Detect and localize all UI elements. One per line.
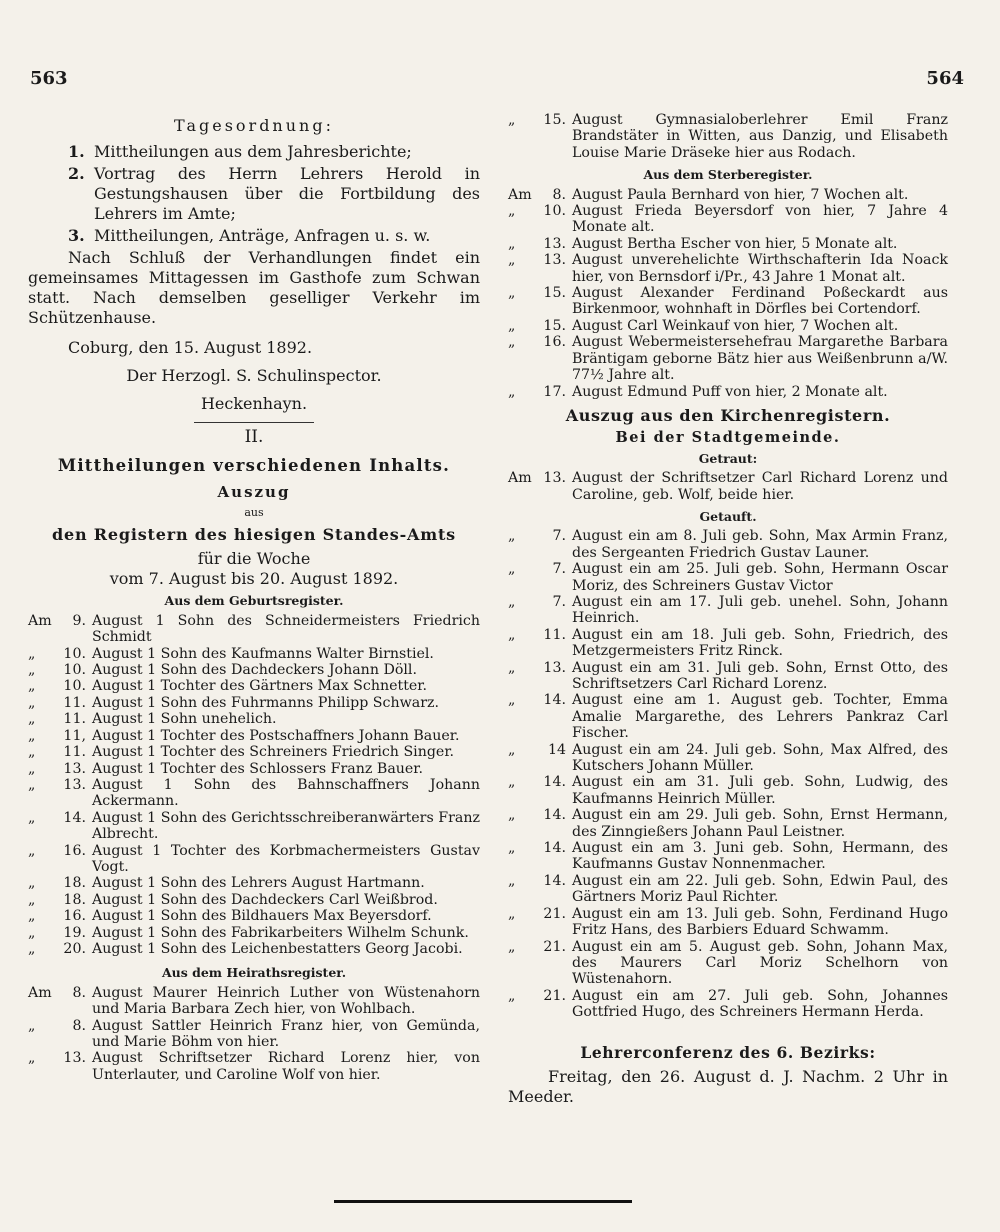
entry-month-mark: „ [508, 659, 516, 676]
entry-month-mark: „ [28, 727, 36, 744]
entry-day: 14. [543, 692, 566, 709]
register-entry [508, 873, 948, 906]
marriage-entries-continued [508, 112, 948, 161]
entry-day: 10. [63, 645, 86, 662]
agenda-item-text: Mittheilungen, Anträge, Anfragen u. s. w. [94, 226, 431, 246]
entry-text: August Frieda Beyersdorf von hier, 7 Jahre 4 Monate alt. [572, 203, 948, 236]
register-entry [28, 925, 480, 941]
entry-day: 13. [543, 252, 566, 269]
agenda-item [28, 142, 480, 162]
signature: Heckenhayn. [200, 394, 308, 414]
entry-text: August 1 Sohn des Bildhauers Max Beyersdorf. [92, 908, 432, 925]
entry-text: August Maurer Heinrich Luther von Wüstenahorn und Maria Barbara Zech hier, von Wohlbach. [92, 984, 480, 1018]
entry-month-mark: „ [28, 744, 36, 761]
entry-text: August 1 Sohn unehelich. [92, 711, 277, 728]
entry-text: August 1 Sohn des Kaufmanns Walter Birnstiel. [92, 645, 434, 662]
entry-month-mark: „ [508, 285, 516, 302]
marriage-entries [28, 985, 480, 1083]
place-date: Coburg, den 15. August 1892. [68, 338, 313, 358]
entry-day: 7. [552, 561, 566, 578]
entry-month-mark: „ [28, 891, 36, 908]
register-entry [28, 941, 480, 957]
birth-entries [28, 613, 480, 958]
register-entry [508, 660, 948, 693]
entry-text: August Schriftsetzer Richard Lorenz hier, von Unterlauter, und Caroline Wolf von hier. [92, 1050, 480, 1083]
entry-day: 11. [63, 711, 86, 728]
register-entry [508, 807, 948, 840]
entry-day: 14. [543, 840, 566, 857]
entry-month-mark: „ [28, 924, 36, 941]
agenda-title: Tagesordnung: [174, 116, 334, 135]
entry-day: 11. [63, 744, 86, 761]
register-entry [508, 236, 948, 252]
bottom-rule [334, 1200, 632, 1203]
entry-text: August Sattler Heinrich Franz hier, von Gemünda, und Marie Böhm von hier. [92, 1017, 480, 1050]
entry-text: August Alexander Ferdinand Poßeckardt aus Birkenmoor, wohnhaft in Dörfles bei Cortendorf. [572, 285, 948, 318]
entry-day: 11. [63, 694, 86, 711]
entry-text: August Gymnasialoberlehrer Emil Franz Brandstäter in Witten, aus Danzig, und Elisabeth Louise Marie Dräseke hier aus Rodach. [572, 112, 948, 161]
entry-text: August 1 Tochter des Schlossers Franz Bauer. [92, 760, 424, 777]
divider [194, 422, 314, 423]
register-entry [28, 695, 480, 711]
register-entry [508, 334, 948, 383]
entry-month-mark: „ [508, 692, 516, 709]
register-entry [28, 613, 480, 646]
register-entry [28, 875, 480, 891]
week-label: für die Woche [197, 549, 311, 569]
register-entry [508, 988, 948, 1021]
entry-text: August ein am 31. Juli geb. Sohn, Ernst Otto, des Schriftsetzers Carl Richard Lorenz. [572, 659, 948, 692]
register-entry [508, 840, 948, 873]
entry-month-mark: „ [28, 662, 36, 679]
entry-text: August Carl Weinkauf von hier, 7 Wochen alt. [572, 317, 899, 334]
entry-month-mark: „ [508, 987, 516, 1004]
entry-day: 11, [63, 727, 86, 744]
conference-title: Lehrerconferenz des 6. Bezirks: [580, 1042, 876, 1062]
register-entry [508, 528, 948, 561]
baptized-entries [508, 528, 948, 1020]
entry-text: August ein am 17. Juli geb. unehel. Sohn, Johann Heinrich. [572, 593, 948, 627]
entry-day: 13. [543, 659, 566, 676]
entry-month-mark: „ [508, 626, 516, 643]
registers-heading: den Registern des hiesigen Standes-Amts [52, 525, 456, 545]
entry-day: 14 [547, 741, 566, 758]
entry-month-mark: „ [28, 645, 36, 662]
entry-day: 21. [543, 987, 566, 1004]
church-register-title: Auszug aus den Kirchenregistern. [565, 405, 891, 425]
entry-day: 10. [543, 203, 566, 220]
entry-text: August 1 Sohn des Lehrers August Hartmann. [92, 875, 425, 892]
entry-month-mark: Am [28, 984, 52, 1001]
agenda-item [28, 226, 480, 246]
entry-day: 8. [72, 1017, 86, 1034]
entry-text: August 1 Sohn des Bahnschaffners Johann Ackermann. [92, 776, 480, 810]
entry-text: August 1 Sohn des Leichenbestatters Georg Jacobi. [92, 940, 463, 957]
register-entry [508, 906, 948, 939]
entry-text: August 1 Sohn des Fabrikarbeiters Wilhelm Schunk. [92, 924, 469, 941]
entry-month-mark: „ [508, 235, 516, 252]
entry-day: 13. [63, 1050, 86, 1067]
entry-text: August 1 Sohn des Dachdeckers Johann Döll. [92, 662, 417, 679]
entry-day: 16. [543, 334, 566, 351]
agenda-item-text: Mittheilungen aus dem Jahresberichte; [94, 142, 412, 162]
register-entry [28, 646, 480, 662]
register-entry [508, 594, 948, 627]
entry-month-mark: „ [28, 940, 36, 957]
entry-day: 11. [543, 626, 566, 643]
entry-month-mark: „ [28, 711, 36, 728]
register-entry [28, 843, 480, 876]
entry-month-mark: „ [28, 760, 36, 777]
register-entry [508, 384, 948, 400]
entry-month-mark: „ [28, 1017, 36, 1034]
entry-month-mark: „ [508, 872, 516, 889]
entry-text: August ein am 18. Juli geb. Sohn, Friedrich, des Metzgermeisters Fritz Rinck. [572, 626, 948, 660]
entry-month-mark: „ [28, 809, 36, 826]
entry-month-mark: „ [508, 807, 516, 824]
entry-day: 20. [63, 940, 86, 957]
death-entries [508, 187, 948, 400]
agenda-item-number: 3. [68, 226, 85, 246]
entry-day: 7. [552, 593, 566, 610]
entry-day: 8. [552, 186, 566, 203]
entry-day: 21. [543, 905, 566, 922]
register-entry [28, 908, 480, 924]
entry-month-mark: „ [508, 528, 516, 545]
entry-month-mark: „ [508, 905, 516, 922]
register-entry [508, 187, 948, 203]
entry-text: August ein am 5. August geb. Sohn, Johann Max, des Maurers Carl Moriz Schelhorn von Wüstenahorn. [572, 938, 948, 988]
entry-month-mark: „ [508, 203, 516, 220]
register-entry [508, 774, 948, 807]
entry-day: 14. [543, 807, 566, 824]
section-title: Mittheilungen verschiedenen Inhalts. [57, 455, 451, 475]
register-entry [28, 777, 480, 810]
register-entry [508, 203, 948, 236]
entry-month-mark: „ [508, 561, 516, 578]
entry-month-mark: Am [28, 612, 52, 629]
entry-day: 13. [63, 776, 86, 793]
entry-day: 10. [63, 678, 86, 695]
right-column [508, 112, 948, 1107]
entry-day: 17. [543, 383, 566, 400]
register-entry [508, 252, 948, 285]
entry-day: 14. [543, 774, 566, 791]
conference-text: Freitag, den 26. August d. J. Nachm. 2 Uhr in Meeder. [508, 1066, 948, 1106]
entry-month-mark: „ [508, 938, 516, 955]
entry-text: August 1 Tochter des Gärtners Max Schnetter. [92, 678, 428, 695]
register-entry [508, 112, 948, 161]
entry-month-mark: „ [508, 741, 516, 758]
baptized-title: Getauft. [699, 508, 757, 524]
register-entry [508, 939, 948, 988]
entry-text: August ein am 8. Juli geb. Sohn, Max Armin Franz, des Sergeanten Friedrich Gustav Launer. [572, 528, 948, 561]
entry-month-mark: „ [28, 1050, 36, 1067]
entry-month-mark: „ [28, 842, 36, 859]
birth-register-title: Aus dem Geburtsregister. [164, 593, 344, 609]
entry-day: 18. [63, 891, 86, 908]
entry-text: August 1 Sohn des Fuhrmanns Philipp Schwarz. [92, 694, 439, 711]
official-title: Der Herzogl. S. Schulinspector. [126, 366, 382, 386]
register-entry [508, 627, 948, 660]
agenda-list [28, 142, 480, 246]
entry-text: August 1 Sohn des Schneidermeisters Friedrich Schmidt [92, 612, 480, 646]
entry-text: August unverehelichte Wirthschafterin Ida Noack hier, von Bernsdorf i/Pr., 43 Jahre 1 Monat alt. [572, 252, 948, 285]
entry-text: August ein am 31. Juli geb. Sohn, Ludwig, des Kaufmanns Heinrich Müller. [572, 774, 948, 807]
agenda-item-number: 2. [68, 164, 85, 184]
marriage-register-title: Aus dem Heirathsregister. [161, 965, 347, 981]
entry-day: 13. [543, 470, 566, 487]
entry-day: 13. [543, 235, 566, 252]
auszug-heading: Auszug [217, 483, 291, 502]
entry-text: August ein am 3. Juni geb. Sohn, Hermann, des Kaufmanns Gustav Nonnenmacher. [572, 840, 948, 873]
entry-day: 15. [543, 112, 566, 128]
entry-month-mark: Am [508, 186, 532, 203]
page-number-left: 563 [30, 68, 68, 89]
married-entries [508, 470, 948, 503]
entry-day: 10. [63, 662, 86, 679]
period-label: vom 7. August bis 20. August 1892. [109, 569, 399, 589]
entry-month-mark: „ [508, 383, 516, 400]
entry-month-mark: „ [508, 840, 516, 857]
register-entry [28, 985, 480, 1018]
entry-day: 15. [543, 317, 566, 334]
entry-month-mark: „ [508, 317, 516, 334]
entry-day: 18. [63, 875, 86, 892]
entry-text: August 1 Sohn des Gerichtsschreiberanwärters Franz Albrecht. [92, 809, 480, 843]
register-entry [28, 810, 480, 843]
town-parish-heading: Bei der Stadtgemeinde. [615, 429, 841, 447]
entry-day: 21. [543, 938, 566, 955]
entry-text: August Edmund Puff von hier, 2 Monate alt. [572, 383, 888, 400]
entry-month-mark: „ [508, 112, 516, 128]
entry-text: August ein am 29. Juli geb. Sohn, Ernst Hermann, des Zinngießers Johann Paul Leistner. [572, 807, 948, 840]
entry-month-mark: „ [28, 908, 36, 925]
entry-day: 8. [72, 984, 86, 1001]
register-entry [508, 318, 948, 334]
entry-text: August ein am 22. Juli geb. Sohn, Edwin Paul, des Gärtners Moriz Paul Richter. [572, 872, 948, 906]
entry-text: August der Schriftsetzer Carl Richard Lorenz und Caroline, geb. Wolf, beide hier. [572, 470, 948, 503]
register-entry [28, 892, 480, 908]
entry-text: August ein am 25. Juli geb. Sohn, Hermann Oscar Moriz, des Schreiners Gustav Victor [572, 561, 948, 594]
entry-day: 16. [63, 842, 86, 859]
register-entry [508, 561, 948, 594]
register-entry [28, 1050, 480, 1083]
agenda-item-number: 1. [68, 142, 85, 162]
register-entry [28, 678, 480, 694]
register-entry [28, 761, 480, 777]
register-entry [508, 742, 948, 775]
after-meeting-text: Nach Schluß der Verhandlungen findet ein gemeinsames Mittagessen im Gasthofe zum Schwan statt. Nach demselben geselliger Verkehr im Schützenhause. [28, 248, 480, 328]
page-number-right: 564 [926, 68, 964, 89]
entry-text: August eine am 1. August geb. Tochter, Emma Amalie Margarethe, des Lehrers Pankraz Carl Fischer. [572, 692, 948, 742]
register-entry [28, 1018, 480, 1051]
entry-day: 15. [543, 285, 566, 302]
entry-text: August 1 Sohn des Dachdeckers Carl Weißbrod. [92, 891, 438, 908]
entry-day: 9. [72, 612, 86, 629]
entry-month-mark: „ [28, 694, 36, 711]
register-entry [28, 744, 480, 760]
register-entry [508, 285, 948, 318]
entry-month-mark: Am [508, 470, 532, 487]
entry-month-mark: „ [28, 875, 36, 892]
section-number: II. [244, 427, 264, 448]
entry-month-mark: „ [508, 593, 516, 610]
left-column [28, 112, 480, 1083]
entry-text: August Paula Bernhard von hier, 7 Wochen alt. [572, 186, 909, 203]
entry-text: August 1 Tochter des Postschaffners Johann Bauer. [92, 727, 460, 744]
register-entry [28, 728, 480, 744]
entry-day: 14. [63, 809, 86, 826]
entry-text: August 1 Tochter des Schreiners Friedrich Singer. [92, 744, 455, 761]
entry-month-mark: „ [508, 334, 516, 351]
entry-day: 14. [543, 872, 566, 889]
register-entry [28, 662, 480, 678]
entry-text: August Bertha Escher von hier, 5 Monate alt. [572, 235, 898, 252]
entry-month-mark: „ [28, 776, 36, 793]
aus-word: aus [244, 505, 264, 519]
agenda-item [28, 164, 480, 224]
register-entry [28, 711, 480, 727]
register-entry [508, 470, 948, 503]
entry-text: August Webermeistersehefrau Margarethe Barbara Bräntigam geborne Bätz hier aus Weißenbrunn a/W. 77½ Jahre alt. [572, 334, 948, 384]
entry-day: 7. [552, 528, 566, 545]
entry-text: August 1 Tochter des Korbmachermeisters Gustav Vogt. [92, 842, 480, 875]
entry-day: 19. [63, 924, 86, 941]
death-register-title: Aus dem Sterberegister. [643, 167, 813, 183]
entry-day: 16. [63, 908, 86, 925]
entry-month-mark: „ [28, 678, 36, 695]
agenda-item-text: Vortrag des Herrn Lehrers Herold in Gestungshausen über die Fortbildung des Lehrers im Amte; [94, 164, 480, 224]
entry-month-mark: „ [508, 252, 516, 269]
entry-text: August ein am 27. Juli geb. Sohn, Johannes Gottfried Hugo, des Schreiners Hermann Herda. [572, 987, 948, 1021]
entry-text: August ein am 24. Juli geb. Sohn, Max Alfred, des Kutschers Johann Müller. [572, 741, 948, 775]
entry-text: August ein am 13. Juli geb. Sohn, Ferdinand Hugo Fritz Hans, des Barbiers Eduard Schwamm. [572, 905, 948, 939]
entry-month-mark: „ [508, 774, 516, 791]
entry-day: 13. [63, 760, 86, 777]
register-entry [508, 692, 948, 741]
married-title: Getraut: [698, 450, 758, 466]
